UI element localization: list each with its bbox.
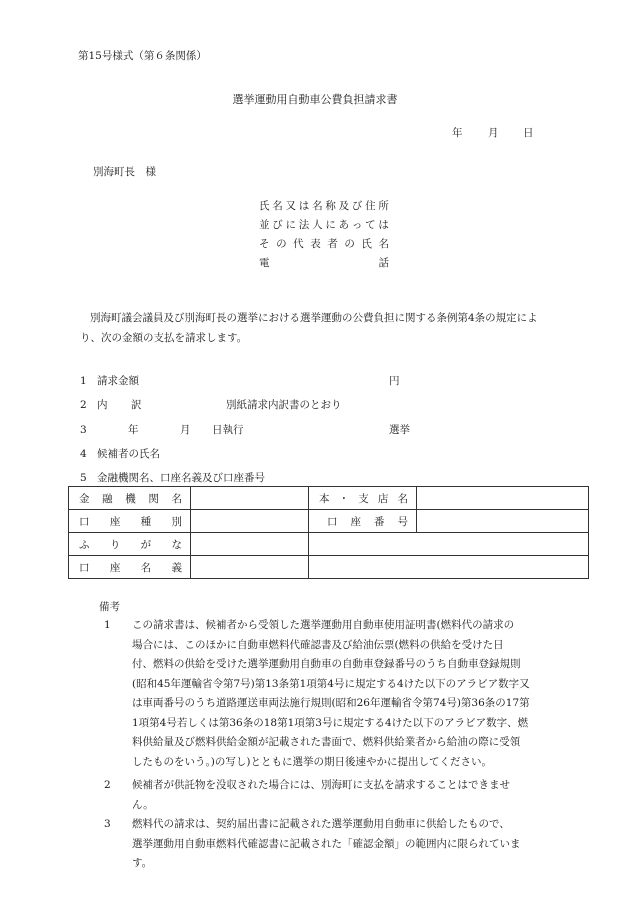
note-2: 2 候補者が供託物を没収された場合には、別海町に支払を請求することはできませ ん。 [104, 779, 510, 811]
account-holder-field[interactable] [191, 556, 309, 579]
request-statement: 別海町議会議員及び別海町長の選挙における選挙運動の公費負担に関する条例第4条の規定により、次の金額の支払を請求します。 [80, 312, 538, 344]
note-3: 3 燃料代の請求は、契約届出書に記載された選挙運動用自動車に供給したもので、 選挙運動用自動車燃料代確認書に記載された「確認金額」の範囲内に限られていま す。 [104, 818, 521, 869]
document-title: 選挙運動用自動車公費負担請求書 [232, 93, 398, 106]
bank-name-label: 金 融 機 関 名 [69, 487, 191, 510]
addressee: 別海町長 様 [93, 166, 156, 178]
furigana-field-wide[interactable] [309, 533, 589, 556]
account-holder-label: 口 座 名 義 [69, 556, 191, 579]
note-1: 1 この請求書は、候補者から受領した選挙運動用自動車使用証明書(燃料代の請求の 場合には、このほかに自動車燃料代確認書及び給油伝票(燃料の供給を受けた日 付、燃料の供給を受けた選挙運動用自動車の自動車登録番号のうち自動車登録規則 (昭和45年運輸省令第7号)第13条第1項第4号に規定する4けた以下のアラビア数字又 は車両番号のうち道路運送車両法施行規則(昭和26年運輸省令第74号)第36条の17第 1項第4号若しくは第36条の18第1項第3号に規定する4けた以下のアラビア数字、燃 料供給量及び燃料供給金額が記載された書面で、燃料供給業者から給油の際に受領 したものをいう。)の写し)とともに選挙の期日後速やかに提出してください。 [104, 619, 530, 768]
table-row [69, 533, 589, 556]
account-number-field[interactable] [417, 510, 589, 533]
breakdown-value: 別紙請求内訳書のとおり [226, 399, 342, 411]
table-row [69, 556, 589, 579]
notes-title: 備考 [99, 601, 120, 613]
applicant-representative-label: そ の 代 表 者 の 氏 名 [259, 238, 389, 250]
applicant-block [259, 199, 389, 275]
item-candidate-name: 4 候補者の氏名 [80, 448, 160, 460]
item-election: 3 年 月 日執行 選挙 [80, 424, 410, 436]
item-breakdown: 2 内 訳 別紙請求内訳書のとおり [80, 399, 342, 411]
account-type-label: 口 座 種 別 [69, 510, 191, 533]
account-holder-field-wide[interactable] [309, 556, 589, 579]
table-row [69, 510, 589, 533]
applicant-phone-label: 電 話 [259, 257, 389, 269]
bank-name-field[interactable] [191, 487, 309, 510]
date-day: 日 [523, 127, 534, 139]
table-row [69, 487, 589, 510]
branch-name-label: 本 ・ 支 店 名 [309, 487, 417, 510]
form-number: 第15号様式（第６条関係） [78, 50, 207, 62]
applicant-corporation-label: 並 び に 法 人 に あ っ て は [259, 219, 389, 231]
date-month: 月 [488, 127, 499, 139]
bank-account-table [68, 486, 589, 579]
account-number-label: 口 座 番 号 [309, 510, 417, 533]
item-bank-info: 5 金融機関名、口座名義及び口座番号 [80, 472, 265, 484]
furigana-field[interactable] [191, 533, 309, 556]
furigana-label: ふ り が な [69, 533, 191, 556]
date-year: 年 [452, 127, 463, 139]
applicant-name-address-label: 氏 名 又 は 名 称 及 び 住 所 [259, 200, 389, 212]
account-type-field[interactable] [191, 510, 309, 533]
branch-name-field[interactable] [417, 487, 589, 510]
claim-amount-unit: 円 [389, 375, 400, 387]
item-claim-amount: 1 請求金額 円 [80, 375, 400, 387]
